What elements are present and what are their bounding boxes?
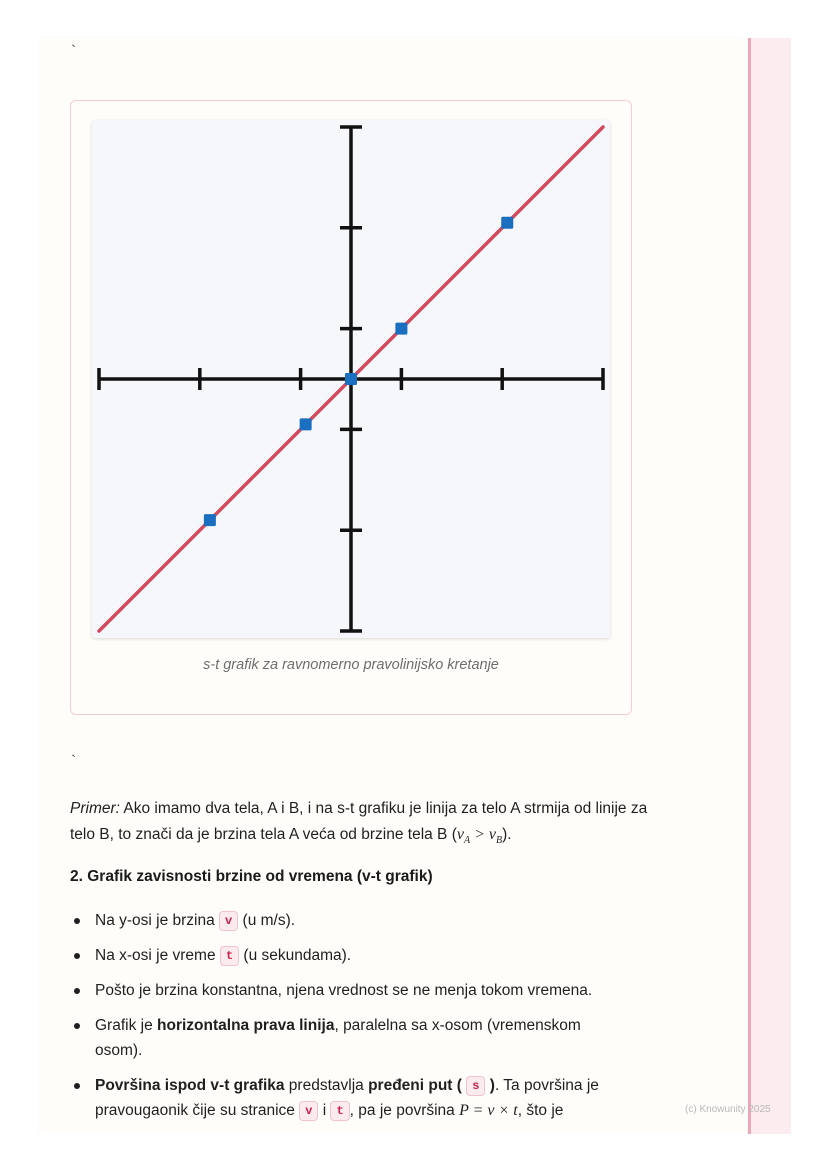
area-formula: P = v × t xyxy=(459,1102,518,1119)
watermark: (c) Knowunity 2025 xyxy=(685,1104,771,1115)
inline-code-v: v xyxy=(219,911,238,931)
list-item: Pošto je brzina konstantna, njena vrednost se ne menja tokom vremena. xyxy=(70,978,630,1003)
inline-code-s: s xyxy=(466,1076,485,1096)
section-heading: 2. Grafik zavisnosti brzine od vremena (v-t grafik) xyxy=(70,868,433,885)
page-margin-band xyxy=(751,38,791,1134)
data-point xyxy=(395,323,407,335)
example-label: Primer: xyxy=(70,800,120,817)
stray-backtick: ` xyxy=(71,43,76,59)
inline-code-t: t xyxy=(330,1101,349,1121)
data-point xyxy=(204,514,216,526)
velocity-comparison: $v_A > v_B$ xyxy=(456,826,503,847)
stray-backtick: ` xyxy=(71,753,76,769)
list-item: Površina ispod v-t grafika predstavlja pređeni put ( s ). Ta površina je pravougaonik čije su stranice v i t , pa je površina P = v × t, što je xyxy=(70,1073,630,1123)
data-point xyxy=(345,373,357,385)
example-text: Ako imamo dva tela, A i B, i na s-t grafiku je linija za telo A strmija od linije za telo B, to znači da je brzina tela A veća od brzine tela B ( xyxy=(70,800,648,843)
list-item: Na x-osi je vreme t (u sekundama). xyxy=(70,943,630,968)
figure-caption: s-t grafik za ravnomerno pravolinijsko kretanje xyxy=(203,657,499,673)
inline-code-v: v xyxy=(299,1101,318,1121)
st-chart-svg xyxy=(92,120,610,638)
inline-code-t: t xyxy=(220,946,239,966)
st-chart xyxy=(92,120,610,638)
list-item: Na y-osi je brzina v (u m/s). xyxy=(70,908,630,933)
bullet-list xyxy=(70,908,630,1133)
example-paragraph: Primer: Ako imamo dva tela, A i B, i na s-t grafiku je linija za telo A strmija od linije za telo B, to znači da je brzina tela A veća od brzine tela B $(v_A > v_B)$. xyxy=(70,800,648,847)
list-item: Grafik je horizontalna prava linija, paralelna sa x-osom (vremenskom osom). xyxy=(70,1013,630,1063)
data-point xyxy=(300,418,312,430)
data-point xyxy=(501,217,513,229)
